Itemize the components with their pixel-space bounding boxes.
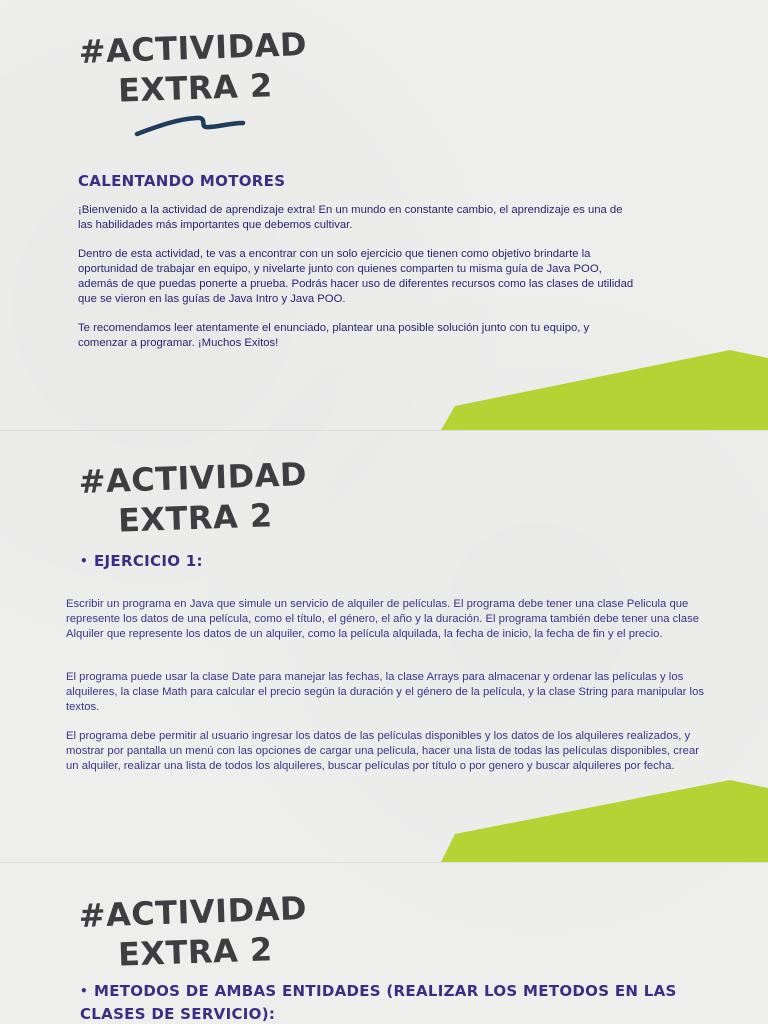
- title-line-1: #ACTIVIDAD: [78, 25, 308, 71]
- title-line-2: EXTRA 2: [117, 930, 274, 974]
- page-2: [0, 430, 768, 862]
- bullet-dot: •: [80, 554, 88, 568]
- page-3-title: [78, 888, 309, 976]
- title-line-2: EXTRA 2: [117, 66, 274, 110]
- recommendation-paragraph: Te recomendamos leer atentamente el enunciado, plantear una posible solución junto con tu equipo, y comenzar a programar. ¡Muchos Exitos!: [78, 322, 590, 349]
- page-3: [0, 862, 768, 1024]
- activity-paragraph: Dentro de esta actividad, te vas a encontrar con un solo ejercicio que tienen como objetivo brindarte la oportunidad de trabajar en equipo, y nivelarte junto con quienes comparten tu misma guía de Java POO, además de que puedas ponerte a prueba. Podrás hacer uso de diferentes recursos como las clases de utilidad que se vieron en las guías de Java Intro y Java POO.: [78, 248, 634, 305]
- green-accent-shape: [0, 430, 768, 862]
- methods-heading-label: METODOS DE AMBAS ENTIDADES (REALIZAR LOS METODOS EN LAS CLASES DE SERVICIO):: [80, 982, 677, 1023]
- bullet-dot: •: [80, 984, 88, 998]
- methods-heading: [80, 980, 700, 1024]
- intro-paragraph: ¡Bienvenido a la actividad de aprendizaje extra! En un mundo en constante cambio, el aprendizaje es una de las habilidades más importantes que debemos cultivar.: [78, 204, 623, 231]
- title-line-1: #ACTIVIDAD: [78, 889, 308, 935]
- exercise-paragraph-1: Escribir un programa en Java que simule un servicio de alquiler de películas. El programa debe tener una clase Pelicula que represente los datos de una película, como el título, el género, el año y la duración. El programa también debe tener una clase Alquiler que represente los datos de un alquiler, como la película alquilada, la fecha de inicio, la fecha de fin y el precio.: [66, 598, 700, 640]
- title-line-2: EXTRA 2: [117, 496, 274, 540]
- section-heading: CALENTANDO MOTORES: [78, 172, 286, 190]
- page-1: [0, 0, 768, 430]
- exercise-paragraph-2: El programa puede usar la clase Date para manejar las fechas, la clase Arrays para almacenar y ordenar las películas y los alquileres, la clase Math para calcular el precio según la duración y el género de la película, y la clase String para manipular los textos.: [66, 671, 704, 713]
- exercise-heading-label: EJERCICIO 1:: [94, 552, 203, 570]
- title-line-1: #ACTIVIDAD: [78, 455, 308, 501]
- exercise-paragraph-3: El programa debe permitir al usuario ingresar los datos de las películas disponibles y los datos de los alquileres realizados, y mostrar por pantalla un menú con las opciones de cargar una película, hacer una lista de todas las películas disponibles, crear un alquiler, realizar una lista de todos los alquileres, buscar películas por título o por genero y buscar alquileres por fecha.: [66, 730, 699, 772]
- green-accent-shape: [0, 0, 768, 430]
